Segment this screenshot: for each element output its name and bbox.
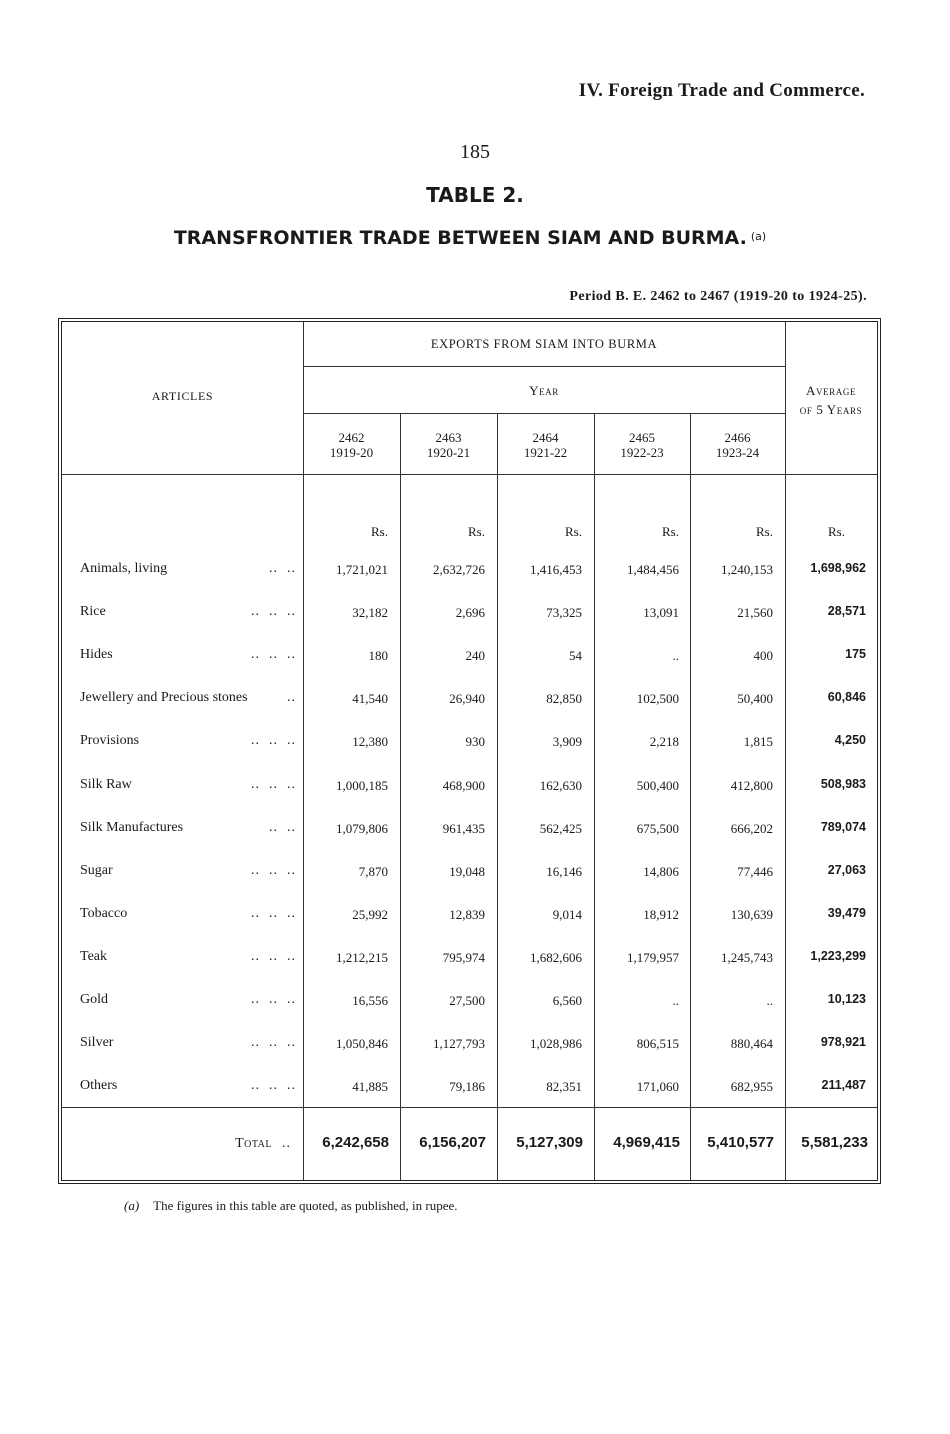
row-value: 1,416,453 — [530, 562, 582, 577]
row-value: 171,060 — [636, 1079, 679, 1094]
row-average: 27,063 — [827, 863, 866, 877]
row-value: 73,325 — [546, 605, 582, 620]
footnote — [124, 1198, 458, 1214]
year-be: 2462 — [338, 430, 365, 445]
year-col-4 — [594, 430, 690, 460]
row-article: Hides — [80, 647, 113, 662]
year-header: Year — [529, 383, 559, 398]
row-value: 2,218 — [649, 734, 679, 749]
row-value: .. — [672, 648, 679, 663]
row-leader-dots: .. .. .. — [251, 863, 296, 878]
row-value: .. — [766, 993, 773, 1008]
average-header-line2: of 5 Years — [799, 402, 863, 417]
row-value: 795,974 — [442, 950, 485, 965]
row-value: 562,425 — [539, 821, 582, 836]
row-value: 1,179,957 — [627, 950, 679, 965]
row-leader-dots: .. — [287, 690, 296, 705]
year-ad: 1922-23 — [620, 445, 664, 460]
row-value: 18,912 — [643, 907, 679, 922]
row-value: 666,202 — [730, 821, 773, 836]
table-title-note: (a) — [750, 230, 767, 243]
year-ad: 1919-20 — [329, 445, 374, 460]
row-value: 930 — [465, 734, 485, 749]
row-value: 27,500 — [449, 993, 485, 1008]
row-average: 1,223,299 — [810, 949, 866, 963]
row-leader-dots: .. .. .. — [251, 906, 296, 921]
footnote-text: The figures in this table are quoted, as published, in rupee. — [153, 1198, 458, 1213]
row-average: 4,250 — [834, 733, 866, 747]
row-leader-dots: .. .. .. — [251, 992, 296, 1007]
row-value: 41,540 — [352, 691, 388, 706]
row-value: 180 — [368, 648, 388, 663]
row-article: Silk Manufactures — [80, 820, 184, 835]
average-header-line1: Average — [805, 383, 857, 398]
unit-label: Rs. — [828, 524, 845, 539]
row-value: 9,014 — [552, 907, 582, 922]
row-value: 41,885 — [352, 1079, 388, 1094]
row-value: 7,870 — [358, 864, 388, 879]
unit-label: Rs. — [565, 524, 582, 539]
year-col-1 — [303, 430, 400, 460]
year-be: 2466 — [724, 430, 751, 445]
row-value: 12,380 — [352, 734, 388, 749]
row-value: 102,500 — [636, 691, 679, 706]
row-article: Jewellery and Precious stones — [80, 690, 248, 705]
row-value: 13,091 — [643, 605, 679, 620]
row-leader-dots: .. .. — [269, 561, 296, 576]
articles-header: ARTICLES — [151, 389, 214, 403]
period-line: Period B. E. 2462 to 2467 (1919-20 to 1924-25). — [569, 289, 867, 304]
row-value: 468,900 — [442, 778, 485, 793]
total-value: 5,127,309 — [516, 1134, 583, 1151]
row-average: 10,123 — [827, 992, 866, 1006]
row-value: 682,955 — [730, 1079, 773, 1094]
row-value: 50,400 — [737, 691, 773, 706]
row-article: Sugar — [80, 863, 113, 878]
total-dots: .. — [282, 1136, 291, 1151]
year-ad: 1920-21 — [426, 445, 471, 460]
row-leader-dots: .. .. .. — [251, 1078, 296, 1093]
row-value: 162,630 — [539, 778, 582, 793]
row-value: 240 — [465, 648, 485, 663]
row-value: 1,127,793 — [433, 1036, 485, 1051]
row-average: 1,698,962 — [810, 561, 866, 575]
row-value: 14,806 — [643, 864, 679, 879]
row-value: 54 — [569, 648, 582, 663]
row-value: 675,500 — [636, 821, 679, 836]
row-article: Silver — [80, 1035, 114, 1050]
row-average: 978,921 — [820, 1035, 866, 1049]
year-ad: 1921-22 — [523, 445, 568, 460]
row-article: Animals, living — [80, 561, 168, 576]
row-leader-dots: .. .. .. — [251, 733, 296, 748]
table-title-text: TRANSFRONTIER TRADE BETWEEN SIAM AND BURMA. — [173, 227, 747, 249]
table-number: TABLE 2. — [426, 183, 524, 207]
rule-under-year — [303, 413, 785, 414]
row-value: 21,560 — [737, 605, 773, 620]
row-leader-dots: .. .. .. — [251, 647, 296, 662]
row-article: Gold — [80, 992, 108, 1007]
row-average: 789,074 — [820, 820, 866, 834]
row-value: 1,721,021 — [336, 562, 388, 577]
page-number: 185 — [460, 141, 490, 163]
rule-above-total — [62, 1107, 877, 1108]
total-value: 5,410,577 — [707, 1134, 774, 1151]
row-leader-dots: .. .. .. — [251, 777, 296, 792]
total-label: Total — [235, 1136, 272, 1151]
total-value: 6,242,658 — [322, 1134, 389, 1151]
year-be: 2463 — [435, 430, 462, 445]
row-value: 3,909 — [552, 734, 582, 749]
row-value: 82,351 — [546, 1079, 582, 1094]
unit-label: Rs. — [371, 524, 388, 539]
row-leader-dots: .. .. .. — [251, 1035, 296, 1050]
row-article: Tobacco — [80, 906, 128, 921]
exports-header: EXPORTS FROM SIAM INTO BURMA — [430, 337, 658, 351]
row-value: 16,556 — [352, 993, 388, 1008]
row-value: 16,146 — [546, 864, 582, 879]
row-average: 508,983 — [820, 777, 866, 791]
row-value: 1,212,215 — [336, 950, 388, 965]
row-average: 211,487 — [821, 1078, 866, 1092]
row-value: 1,484,456 — [627, 562, 679, 577]
section-heading: IV. Foreign Trade and Commerce. — [578, 80, 865, 101]
row-value: 961,435 — [442, 821, 485, 836]
unit-label: Rs. — [756, 524, 773, 539]
row-value: 79,186 — [449, 1079, 485, 1094]
row-value: 1,079,806 — [336, 821, 388, 836]
row-value: 25,992 — [352, 907, 388, 922]
row-value: 400 — [753, 648, 773, 663]
row-leader-dots: .. .. .. — [251, 949, 296, 964]
row-value: 500,400 — [636, 778, 679, 793]
rule-under-exports — [303, 366, 785, 367]
row-value: 82,850 — [546, 691, 582, 706]
row-value: 2,632,726 — [433, 562, 485, 577]
row-article: Rice — [80, 604, 106, 619]
row-leader-dots: .. .. .. — [251, 604, 296, 619]
row-value: 1,000,185 — [336, 778, 388, 793]
row-value: 77,446 — [737, 864, 773, 879]
total-value: 6,156,207 — [419, 1134, 486, 1151]
row-value: 26,940 — [449, 691, 485, 706]
row-value: 12,839 — [449, 907, 485, 922]
row-average: 175 — [845, 647, 866, 661]
row-average: 39,479 — [827, 906, 866, 920]
row-leader-dots: .. .. — [269, 820, 296, 835]
row-value: 1,050,846 — [336, 1036, 388, 1051]
row-value: 1,682,606 — [530, 950, 582, 965]
row-value: .. — [672, 993, 679, 1008]
year-ad: 1923-24 — [715, 445, 760, 460]
average-header — [785, 381, 877, 419]
row-value: 130,639 — [730, 907, 773, 922]
row-value: 19,048 — [449, 864, 485, 879]
year-col-2 — [400, 430, 497, 460]
row-value: 806,515 — [636, 1036, 679, 1051]
row-value: 1,815 — [743, 734, 773, 749]
table-title — [0, 227, 940, 249]
row-value: 880,464 — [730, 1036, 773, 1051]
year-col-3 — [497, 430, 594, 460]
row-average: 60,846 — [827, 690, 866, 704]
row-value: 1,240,153 — [721, 562, 773, 577]
year-col-5 — [690, 430, 785, 460]
unit-label: Rs. — [662, 524, 679, 539]
year-be: 2465 — [629, 430, 655, 445]
row-value: 2,696 — [455, 605, 485, 620]
row-article: Teak — [80, 949, 108, 964]
row-value: 32,182 — [352, 605, 388, 620]
year-be: 2464 — [532, 430, 559, 445]
row-article: Others — [80, 1078, 118, 1093]
rule-before-average — [785, 322, 786, 1180]
row-value: 1,245,743 — [721, 950, 773, 965]
row-value: 412,800 — [730, 778, 773, 793]
total-average: 5,581,233 — [801, 1134, 868, 1151]
unit-label: Rs. — [468, 524, 485, 539]
footnote-marker: (a) — [124, 1198, 140, 1213]
row-article: Silk Raw — [80, 777, 132, 792]
rule-under-header — [62, 474, 877, 475]
total-value: 4,969,415 — [613, 1134, 680, 1151]
row-average: 28,571 — [827, 604, 866, 618]
row-value: 1,028,986 — [530, 1036, 582, 1051]
row-value: 6,560 — [552, 993, 582, 1008]
row-article: Provisions — [80, 733, 140, 748]
